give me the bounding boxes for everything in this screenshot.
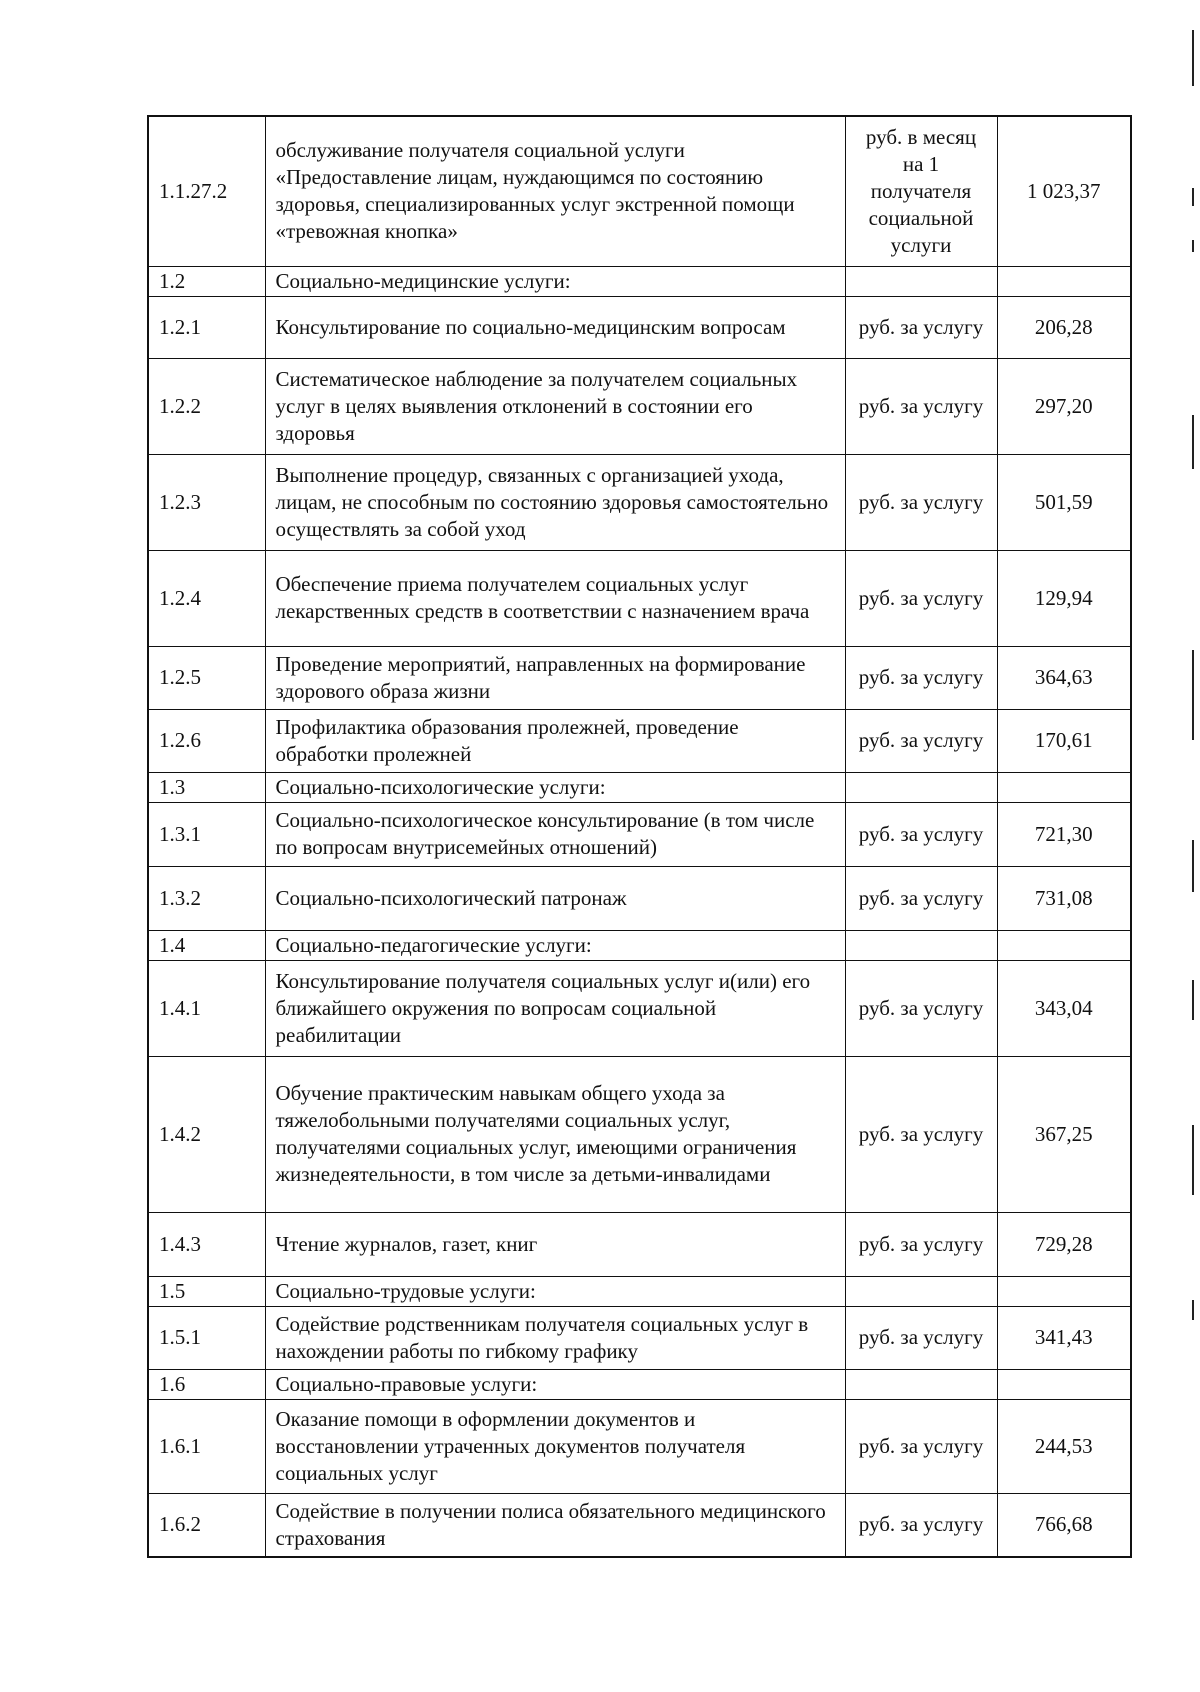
row-number: 1.3.2: [148, 866, 265, 930]
unit-of-measure: руб. за услугу: [845, 1056, 997, 1212]
unit-of-measure: руб. за услугу: [845, 1306, 997, 1369]
section-row: [148, 1276, 1131, 1306]
table-row: [148, 1399, 1131, 1493]
service-name: Профилактика образования пролежней, проведение обработки пролежней: [265, 709, 845, 772]
row-number: 1.4.2: [148, 1056, 265, 1212]
row-number: 1.5.1: [148, 1306, 265, 1369]
unit-of-measure: [845, 1276, 997, 1306]
price-value: 729,28: [997, 1212, 1131, 1276]
service-name: Социально-трудовые услуги:: [265, 1276, 845, 1306]
service-name: Выполнение процедур, связанных с организацией ухода, лицам, не способным по состоянию здоровья самостоятельно осуществлять за собой уход: [265, 454, 845, 550]
price-value: [997, 930, 1131, 960]
row-number: 1.2.6: [148, 709, 265, 772]
unit-of-measure: [845, 772, 997, 802]
price-value: 297,20: [997, 358, 1131, 454]
row-number: 1.2.2: [148, 358, 265, 454]
service-name: Социально-психологический патронаж: [265, 866, 845, 930]
unit-of-measure: руб. за услугу: [845, 866, 997, 930]
row-number: 1.2.3: [148, 454, 265, 550]
price-value: 129,94: [997, 550, 1131, 646]
service-name: Социально-медицинские услуги:: [265, 266, 845, 296]
service-name: Консультирование получателя социальных услуг и(или) его ближайшего окружения по вопросам социальной реабилитации: [265, 960, 845, 1056]
price-value: 341,43: [997, 1306, 1131, 1369]
table-row: [148, 296, 1131, 358]
row-number: 1.1.27.2: [148, 116, 265, 266]
scan-edge-mark: [1192, 188, 1194, 206]
scan-edge-mark: [1192, 840, 1194, 892]
row-number: 1.2.4: [148, 550, 265, 646]
scan-edge-mark: [1192, 980, 1194, 1020]
price-value: [997, 1369, 1131, 1399]
section-row: [148, 772, 1131, 802]
section-row: [148, 266, 1131, 296]
scan-edge-mark: [1192, 30, 1194, 86]
scan-edge-mark: [1192, 1300, 1194, 1320]
price-value: 367,25: [997, 1056, 1131, 1212]
service-name: Социально-психологические услуги:: [265, 772, 845, 802]
service-name: обслуживание получателя социальной услуги «Предоставление лицам, нуждающимся по состоянию здоровья, специализированных услуг экстренной помощи «тревожная кнопка»: [265, 116, 845, 266]
table-row: [148, 1212, 1131, 1276]
unit-of-measure: руб. за услугу: [845, 454, 997, 550]
row-number: 1.6.1: [148, 1399, 265, 1493]
table-row: [148, 866, 1131, 930]
table-row: [148, 960, 1131, 1056]
row-number: 1.2: [148, 266, 265, 296]
table-row: [148, 358, 1131, 454]
unit-of-measure: руб. за услугу: [845, 709, 997, 772]
tariff-table-container: [147, 115, 1130, 1558]
table-row: [148, 1056, 1131, 1212]
service-name: Чтение журналов, газет, книг: [265, 1212, 845, 1276]
table-row: [148, 646, 1131, 709]
service-name: Систематическое наблюдение за получателем социальных услуг в целях выявления отклонений в состоянии его здоровья: [265, 358, 845, 454]
scan-edge-mark: [1192, 650, 1194, 740]
table-row: [148, 802, 1131, 866]
unit-of-measure: руб. за услугу: [845, 1399, 997, 1493]
service-name: Содействие родственникам получателя социальных услуг в нахождении работы по гибкому графику: [265, 1306, 845, 1369]
scan-edge-mark: [1192, 415, 1194, 469]
row-number: 1.6: [148, 1369, 265, 1399]
service-name: Социально-правовые услуги:: [265, 1369, 845, 1399]
unit-of-measure: руб. в месяц на 1 получателя социальной услуги: [845, 116, 997, 266]
unit-of-measure: [845, 1369, 997, 1399]
unit-of-measure: руб. за услугу: [845, 960, 997, 1056]
section-row: [148, 1369, 1131, 1399]
table-row: [148, 550, 1131, 646]
row-number: 1.6.2: [148, 1493, 265, 1557]
price-value: 721,30: [997, 802, 1131, 866]
row-number: 1.3: [148, 772, 265, 802]
unit-of-measure: [845, 930, 997, 960]
unit-of-measure: руб. за услугу: [845, 1493, 997, 1557]
table-row: [148, 1306, 1131, 1369]
unit-of-measure: руб. за услугу: [845, 646, 997, 709]
price-value: 766,68: [997, 1493, 1131, 1557]
tariff-table-body: [148, 116, 1131, 1557]
table-row: [148, 116, 1131, 266]
scan-edge-mark: [1192, 240, 1194, 252]
price-value: 364,63: [997, 646, 1131, 709]
price-value: 206,28: [997, 296, 1131, 358]
unit-of-measure: руб. за услугу: [845, 1212, 997, 1276]
row-number: 1.4.1: [148, 960, 265, 1056]
row-number: 1.4.3: [148, 1212, 265, 1276]
service-name: Содействие в получении полиса обязательного медицинского страхования: [265, 1493, 845, 1557]
tariff-table: [147, 115, 1132, 1558]
unit-of-measure: [845, 266, 997, 296]
row-number: 1.4: [148, 930, 265, 960]
row-number: 1.2.5: [148, 646, 265, 709]
service-name: Обеспечение приема получателем социальных услуг лекарственных средств в соответствии с назначением врача: [265, 550, 845, 646]
price-value: 501,59: [997, 454, 1131, 550]
price-value: 170,61: [997, 709, 1131, 772]
table-row: [148, 1493, 1131, 1557]
service-name: Консультирование по социально-медицинским вопросам: [265, 296, 845, 358]
unit-of-measure: руб. за услугу: [845, 802, 997, 866]
unit-of-measure: руб. за услугу: [845, 550, 997, 646]
price-value: 1 023,37: [997, 116, 1131, 266]
service-name: Проведение мероприятий, направленных на формирование здорового образа жизни: [265, 646, 845, 709]
service-name: Социально-психологическое консультирование (в том числе по вопросам внутрисемейных отношений): [265, 802, 845, 866]
row-number: 1.2.1: [148, 296, 265, 358]
service-name: Оказание помощи в оформлении документов и восстановлении утраченных документов получателя социальных услуг: [265, 1399, 845, 1493]
row-number: 1.3.1: [148, 802, 265, 866]
price-value: 244,53: [997, 1399, 1131, 1493]
section-row: [148, 930, 1131, 960]
table-row: [148, 454, 1131, 550]
table-row: [148, 709, 1131, 772]
price-value: [997, 1276, 1131, 1306]
service-name: Социально-педагогические услуги:: [265, 930, 845, 960]
price-value: [997, 266, 1131, 296]
unit-of-measure: руб. за услугу: [845, 358, 997, 454]
unit-of-measure: руб. за услугу: [845, 296, 997, 358]
row-number: 1.5: [148, 1276, 265, 1306]
service-name: Обучение практическим навыкам общего ухода за тяжелобольными получателями социальных услуг, получателями социальных услуг, имеющими ограничения жизнедеятельности, в том числе за детьми-инвалидами: [265, 1056, 845, 1212]
scan-edge-mark: [1192, 1125, 1194, 1195]
price-value: 731,08: [997, 866, 1131, 930]
price-value: 343,04: [997, 960, 1131, 1056]
price-value: [997, 772, 1131, 802]
